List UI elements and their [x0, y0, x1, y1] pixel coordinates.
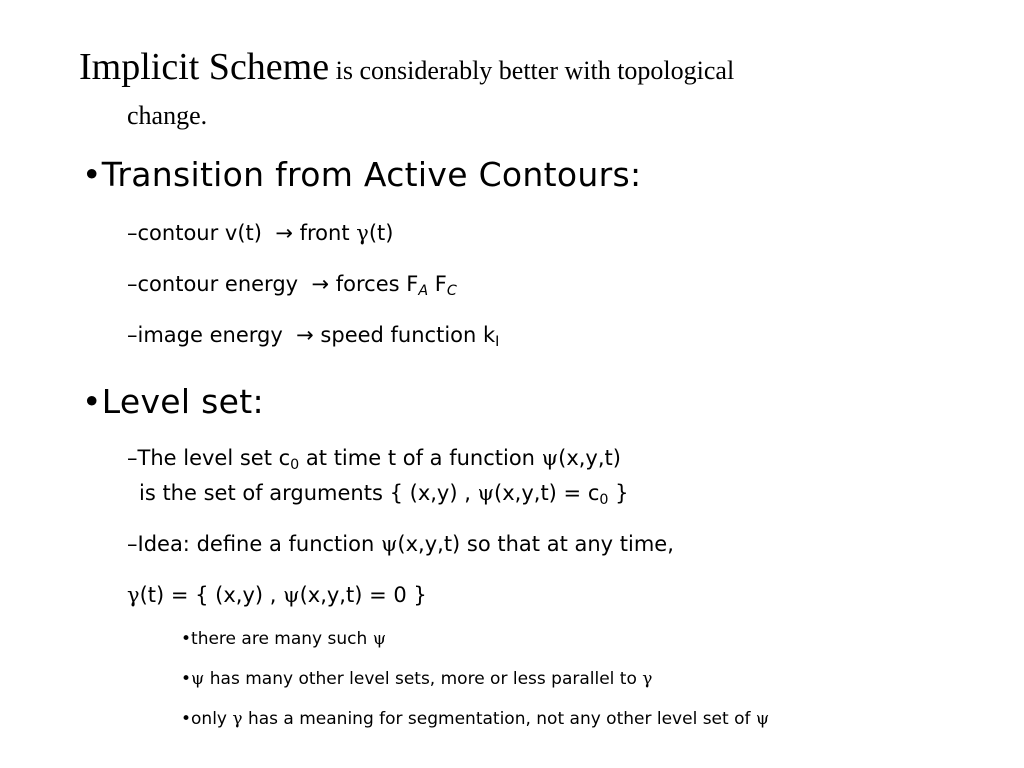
psi-symbol: ψ — [380, 532, 398, 556]
levelset-heading: •Level set: — [82, 382, 264, 421]
levelset-bullet-parallel: •ψ has many other level sets, more or less parallel to γ — [181, 669, 653, 689]
slide-title — [79, 45, 734, 89]
gamma-symbol: γ — [127, 583, 140, 607]
psi-symbol: ψ — [755, 709, 770, 729]
levelset-bullet-many: •there are many such ψ — [181, 629, 387, 649]
arrow-icon: → — [311, 272, 330, 296]
transition-heading: •Transition from Active Contours: — [82, 155, 642, 194]
levelset-definition-line1: –The level set $c_0$ at time t of a function ψ(x,y,t) — [127, 446, 621, 473]
title-lead: Implicit Scheme — [79, 46, 330, 88]
transition-item-image-energy: –image energy → speed function $k_I$ — [127, 323, 500, 350]
title-continuation: change. — [127, 101, 208, 130]
transition-item-contour-energy: –contour energy → forces $F_A$ $F_C$ — [127, 272, 457, 299]
psi-symbol: ψ — [283, 583, 300, 607]
psi-symbol: ψ — [191, 669, 205, 689]
levelset-equation: γ(t) = { (x,y) , ψ(x,y,t) = 0 } — [127, 583, 427, 607]
title-rest: is considerably better with topological — [329, 56, 735, 85]
gamma-symbol: γ — [232, 709, 243, 729]
psi-symbol: ψ — [372, 629, 387, 649]
levelset-bullet-segmentation: •only γ has a meaning for segmentation, not any other level set of ψ — [181, 709, 770, 729]
psi-symbol: ψ — [477, 481, 495, 505]
psi-symbol: ψ — [541, 446, 559, 470]
transition-item-contour: –contour v(t) → front γ(t) — [127, 221, 394, 245]
levelset-definition-line2: is the set of arguments { (x,y) , $\psi(x,y,t) = c_0$ } — [139, 481, 629, 508]
arrow-icon: → — [275, 221, 293, 245]
gamma-symbol: γ — [356, 221, 369, 245]
arrow-icon: → — [296, 323, 314, 347]
levelset-idea: –Idea: define a function ψ(x,y,t) so that at any time, — [127, 532, 674, 556]
gamma-symbol: γ — [642, 669, 653, 689]
